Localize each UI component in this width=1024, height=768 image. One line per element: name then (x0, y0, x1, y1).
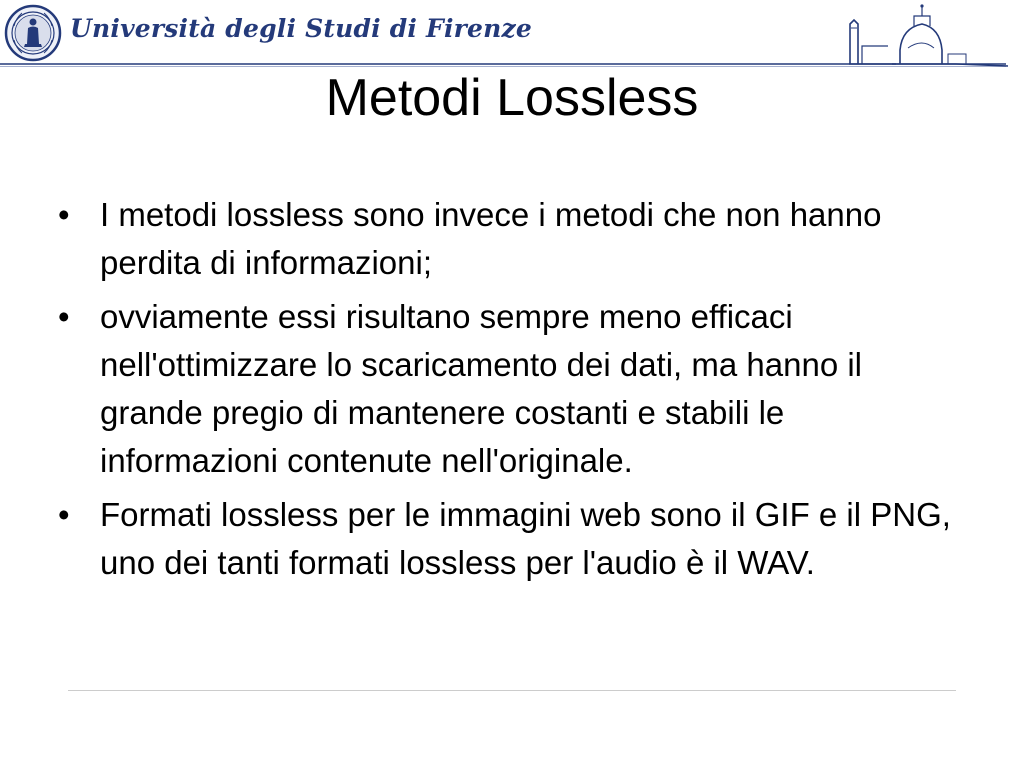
university-seal-icon (4, 4, 62, 62)
bullet-item (58, 191, 968, 287)
university-name: Università degli Studi di Firenze (70, 14, 533, 43)
bullet-marker: • (58, 298, 70, 335)
bullet-text: I metodi lossless sono invece i metodi che non hanno perdita di informazioni; (100, 196, 882, 281)
slide-title: Metodi Lossless (325, 69, 699, 127)
university-header (0, 0, 1024, 72)
florence-skyline-icon (836, 2, 1011, 72)
bullet-text: ovviamente essi risultano sempre meno efficaci nell'ottimizzare lo scaricamento dei dati, ma hanno il grande pregio di mantenere costanti e stabili le informazioni contenute nell'originale. (100, 298, 862, 479)
bullet-item (58, 293, 968, 485)
footer-divider (68, 690, 956, 691)
bullet-list (58, 191, 968, 593)
bullet-item (58, 491, 968, 587)
bullet-text: Formati lossless per le immagini web sono il GIF e il PNG, uno dei tanti formati lossless per l'audio è il WAV. (100, 496, 951, 581)
bullet-marker: • (58, 496, 70, 533)
bullet-marker: • (58, 196, 70, 233)
